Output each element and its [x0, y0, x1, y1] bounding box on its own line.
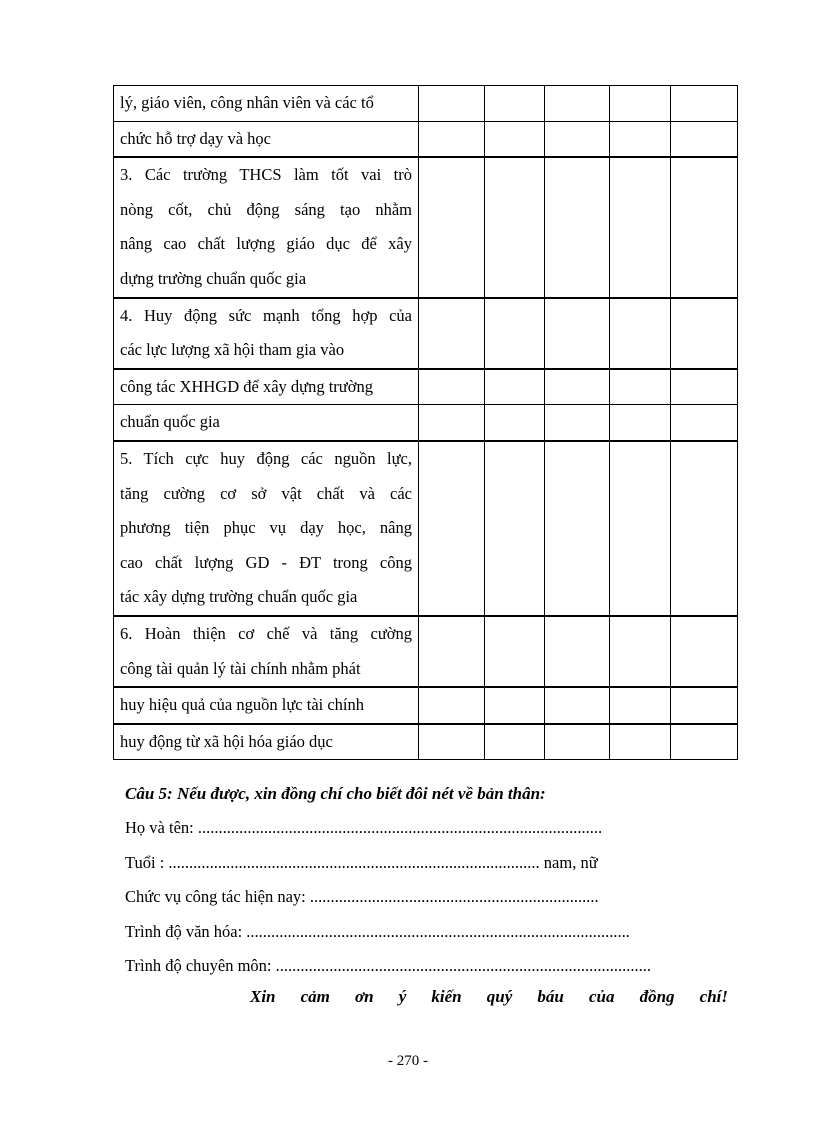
- rating-cell-1[interactable]: [419, 724, 485, 760]
- rating-cell-2[interactable]: [485, 86, 545, 122]
- education-field: Trình độ văn hóa: .............................................................................................: [125, 922, 630, 941]
- criterion-cell: [114, 121, 419, 157]
- criterion-text-line: 4. Huy động sức mạnh tổng hợp của: [120, 305, 412, 325]
- table-row: [114, 441, 738, 616]
- rating-cell-5[interactable]: [671, 441, 738, 616]
- survey-table: [113, 85, 738, 760]
- table-row: [114, 405, 738, 441]
- rating-cell-3[interactable]: [545, 121, 610, 157]
- criterion-text-line: các lực lượng xã hội tham gia vào: [120, 340, 345, 360]
- rating-cell-3[interactable]: [545, 405, 610, 441]
- rating-cell-2[interactable]: [485, 687, 545, 724]
- criterion-cell: [114, 724, 419, 760]
- criterion-text-line: tác xây dựng trường chuẩn quốc gia: [120, 587, 358, 607]
- criterion-text-line: huy hiệu quả của nguồn lực tài chính: [120, 695, 365, 715]
- criterion-cell: [114, 86, 419, 122]
- rating-cell-1[interactable]: [419, 405, 485, 441]
- criterion-text-line: chuẩn quốc gia: [120, 412, 220, 432]
- rating-cell-4[interactable]: [610, 616, 671, 687]
- rating-cell-4[interactable]: [610, 687, 671, 724]
- rating-cell-5[interactable]: [671, 369, 738, 405]
- rating-cell-2[interactable]: [485, 369, 545, 405]
- rating-cell-2[interactable]: [485, 157, 545, 297]
- rating-cell-5[interactable]: [671, 86, 738, 122]
- rating-cell-5[interactable]: [671, 298, 738, 369]
- rating-cell-4[interactable]: [610, 724, 671, 760]
- rating-cell-2[interactable]: [485, 298, 545, 369]
- criterion-cell: [114, 298, 419, 369]
- question-5-heading: Câu 5: Nếu được, xin đồng chí cho biết đôi nét về bản thân:: [125, 784, 546, 803]
- table-row: [114, 298, 738, 369]
- rating-cell-3[interactable]: [545, 298, 610, 369]
- rating-cell-3[interactable]: [545, 724, 610, 760]
- rating-cell-4[interactable]: [610, 86, 671, 122]
- rating-cell-5[interactable]: [671, 121, 738, 157]
- specialty-field: Trình độ chuyên môn: ...........................................................................................: [125, 956, 652, 975]
- rating-cell-4[interactable]: [610, 369, 671, 405]
- rating-cell-2[interactable]: [485, 441, 545, 616]
- thanks-text: Xin cảm ơn ý kiến quý báu của đồng chí!: [250, 987, 728, 1006]
- criterion-cell: [114, 405, 419, 441]
- criterion-cell: [114, 369, 419, 405]
- criterion-cell: [114, 157, 419, 297]
- table-row: [114, 157, 738, 297]
- rating-cell-4[interactable]: [610, 405, 671, 441]
- criterion-cell: [114, 687, 419, 724]
- rating-cell-5[interactable]: [671, 157, 738, 297]
- table-row: [114, 86, 738, 122]
- criterion-cell: [114, 441, 419, 616]
- rating-cell-1[interactable]: [419, 298, 485, 369]
- rating-cell-5[interactable]: [671, 616, 738, 687]
- criterion-text-line: huy động từ xã hội hóa giáo dục: [120, 731, 333, 751]
- rating-cell-1[interactable]: [419, 369, 485, 405]
- criterion-text-line: công tác XHHGD để xây dựng trường: [120, 376, 373, 396]
- rating-cell-2[interactable]: [485, 724, 545, 760]
- rating-cell-4[interactable]: [610, 441, 671, 616]
- rating-cell-2[interactable]: [485, 121, 545, 157]
- table-row: [114, 724, 738, 760]
- rating-cell-1[interactable]: [419, 441, 485, 616]
- table-row: [114, 687, 738, 724]
- rating-cell-3[interactable]: [545, 616, 610, 687]
- rating-cell-5[interactable]: [671, 724, 738, 760]
- rating-cell-3[interactable]: [545, 86, 610, 122]
- table-row: [114, 369, 738, 405]
- rating-cell-1[interactable]: [419, 86, 485, 122]
- rating-cell-2[interactable]: [485, 616, 545, 687]
- age-field: Tuổi : .......................................................................................... nam, nữ: [125, 853, 598, 872]
- criterion-text-line: chức hỗ trợ dạy và học: [120, 128, 271, 148]
- criterion-text-line: cao chất lượng GD - ĐT trong công: [120, 552, 412, 572]
- criterion-text-line: phương tiện phục vụ dạy học, nâng: [120, 518, 412, 538]
- rating-cell-3[interactable]: [545, 441, 610, 616]
- rating-cell-5[interactable]: [671, 405, 738, 441]
- criterion-text-line: nòng cốt, chủ động sáng tạo nhằm: [120, 199, 412, 219]
- criterion-cell: [114, 616, 419, 687]
- criterion-text-line: 6. Hoàn thiện cơ chế và tăng cường: [120, 623, 412, 643]
- rating-cell-1[interactable]: [419, 157, 485, 297]
- rating-cell-1[interactable]: [419, 687, 485, 724]
- rating-cell-2[interactable]: [485, 405, 545, 441]
- table-row: [114, 121, 738, 157]
- name-field: Họ và tên: ..................................................................................................: [125, 818, 603, 837]
- rating-cell-3[interactable]: [545, 687, 610, 724]
- criterion-text-line: 3. Các trường THCS làm tốt vai trò: [120, 165, 412, 185]
- page-number: - 270 -: [388, 1053, 428, 1069]
- table-row: [114, 616, 738, 687]
- criterion-text-line: tăng cường cơ sở vật chất và các: [120, 483, 412, 503]
- rating-cell-4[interactable]: [610, 298, 671, 369]
- rating-cell-4[interactable]: [610, 121, 671, 157]
- rating-cell-1[interactable]: [419, 121, 485, 157]
- criterion-text-line: lý, giáo viên, công nhân viên và các tổ: [120, 93, 374, 112]
- rating-cell-1[interactable]: [419, 616, 485, 687]
- rating-cell-3[interactable]: [545, 157, 610, 297]
- rating-cell-4[interactable]: [610, 157, 671, 297]
- criterion-text-line: công tài quản lý tài chính nhằm phát: [120, 658, 361, 678]
- rating-cell-3[interactable]: [545, 369, 610, 405]
- criterion-text-line: 5. Tích cực huy động các nguồn lực,: [120, 448, 412, 468]
- criterion-text-line: dựng trường chuẩn quốc gia: [120, 268, 307, 288]
- criterion-text-line: nâng cao chất lượng giáo dục để xây: [120, 234, 412, 254]
- position-field: Chức vụ công tác hiện nay: ......................................................................: [125, 887, 599, 906]
- rating-cell-5[interactable]: [671, 687, 738, 724]
